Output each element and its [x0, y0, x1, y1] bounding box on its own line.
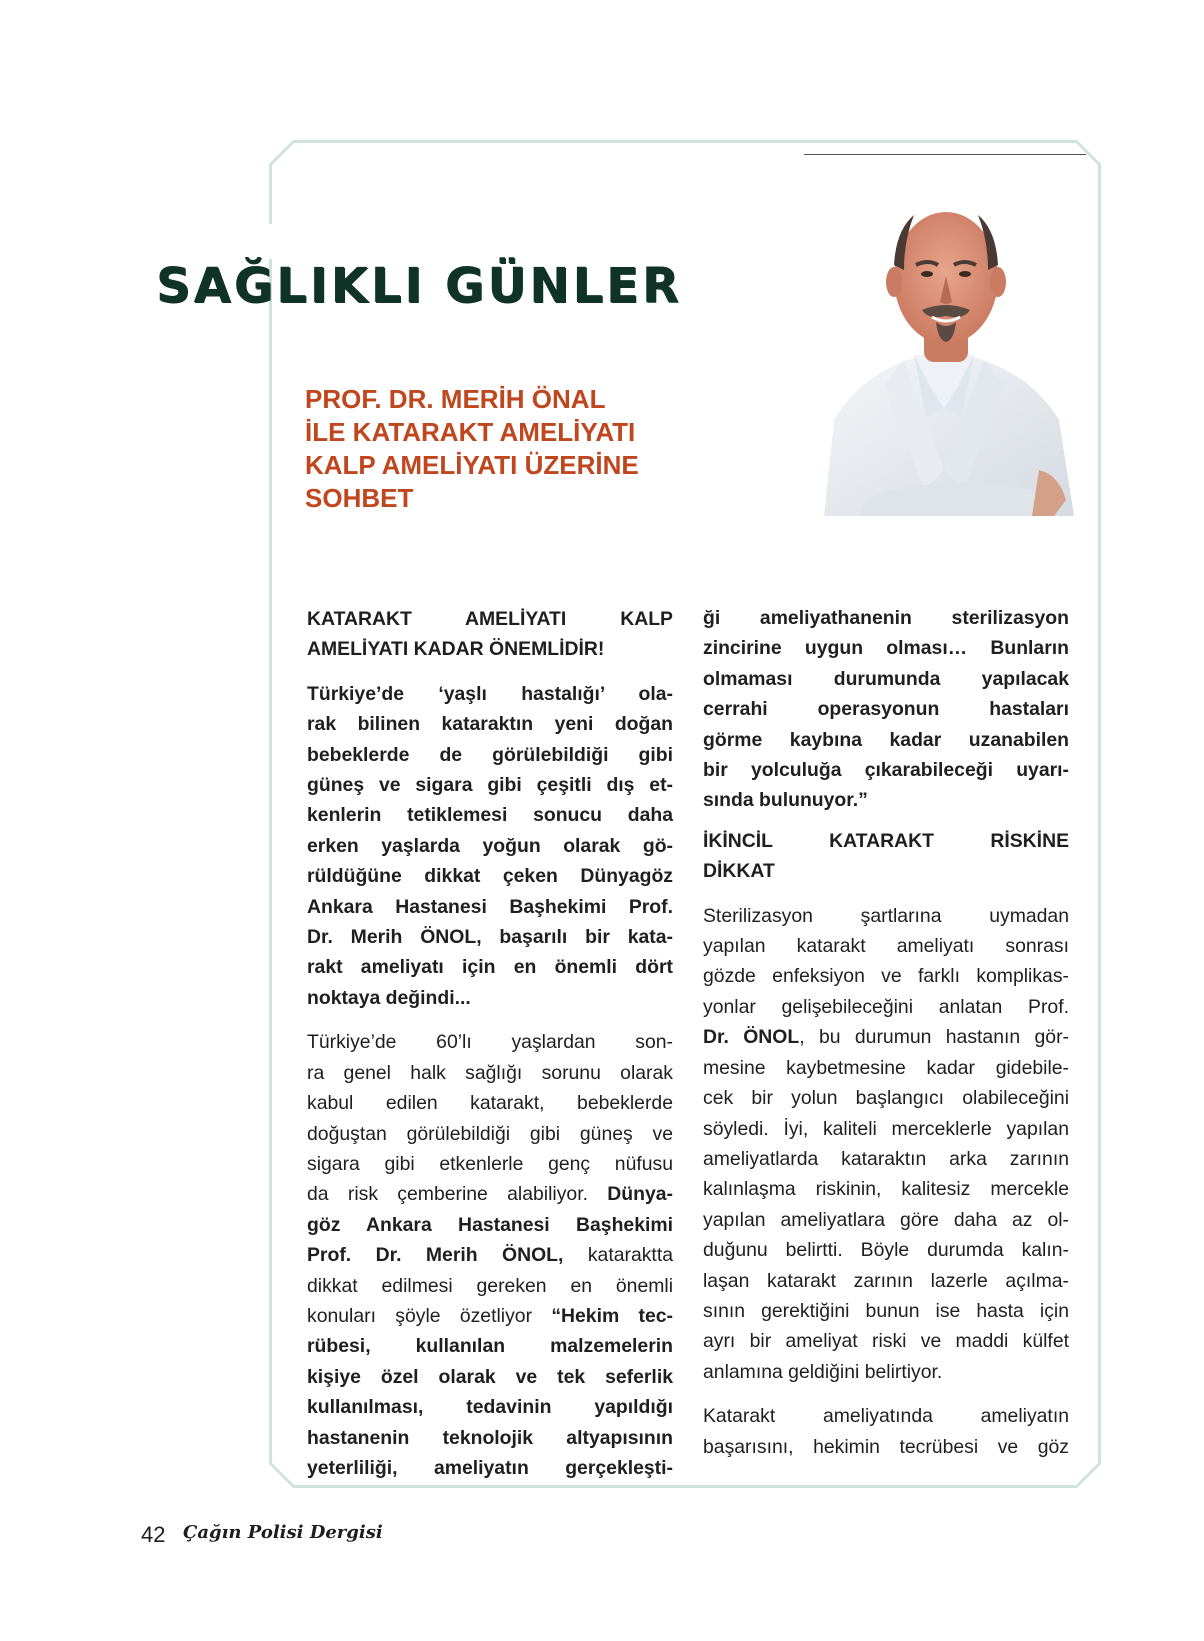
lead-paragraph [307, 679, 673, 1013]
doctor-portrait [804, 170, 1086, 516]
text-line: anlamına geldiğini belirtiyor. [703, 1360, 943, 1383]
subtitle-line: KALP AMELİYATI ÜZERİNE [305, 450, 639, 480]
subtitle-line: SOHBET [305, 483, 414, 513]
text-line: rakt ameliyatı için en önemli dört [307, 956, 673, 979]
text-line: ayrı bir ameliyat riski ve maddi külfet [703, 1330, 1069, 1353]
text-line: olmaması durumunda yapılacak [703, 667, 1069, 690]
text-line: Dr. Merih ÖNOL, başarılı bir kata- [307, 926, 673, 949]
text-line [307, 1240, 673, 1270]
heading-line: İKİNCİL KATARAKT RİSKİNE [703, 829, 1069, 852]
text-line: rüldüğüne dikkat çeken Dünyagöz [307, 865, 673, 888]
magazine-section-title: SAĞLIKLI GÜNLER [156, 258, 682, 314]
text-line [703, 1022, 1069, 1052]
text-line: söyledi. İyi, kaliteli merceklerle yapılan [703, 1117, 1069, 1140]
text-line: yapılan ameliyatlara göre daha az ol- [703, 1208, 1069, 1231]
text-line: bir yolculuğa çıkarabileceği uyarı- [703, 759, 1069, 782]
heading-line: AMELİYATI KADAR ÖNEMLİDİR! [307, 638, 605, 661]
section-heading-2 [703, 826, 1069, 887]
text-line: yapılan katarakt ameliyatı sonrası [703, 935, 1069, 958]
text-line: başarısını, hekimin tecrübesi ve göz [703, 1435, 1069, 1458]
text-line [307, 1301, 673, 1331]
magazine-name: Çağın Polisi Dergisi [183, 1522, 383, 1543]
text-line: bebeklerde de görülebildiği gibi [307, 743, 673, 766]
text-line: Türkiye’de 60’lı yaşlardan son- [307, 1031, 673, 1054]
text-line: kişiye özel olarak ve tek seferlik [307, 1365, 673, 1388]
text-line: laşan katarakt zarının lazerle açılma- [703, 1269, 1069, 1292]
doctor-portrait-illustration [804, 170, 1086, 516]
text-line: yonlar gelişebileceğini anlatan Prof. [703, 995, 1069, 1018]
text-run-bold: Dünya- [607, 1183, 673, 1206]
text-run-bold: Prof. Dr. Merih ÖNOL, [307, 1244, 564, 1267]
text-line: noktaya değindi... [307, 986, 471, 1009]
text-line: göz Ankara Hastanesi Başhekimi [307, 1213, 673, 1236]
heading-line: DİKKAT [703, 860, 775, 883]
quote-paragraph [703, 603, 1069, 816]
text-run: , bu durumun hastanın gör- [799, 1026, 1069, 1049]
text-line: sının gerektiğini bunun ise hasta için [703, 1299, 1069, 1322]
section-heading-1 [307, 604, 673, 665]
heading-line: KATARAKT AMELİYATI KALP [307, 608, 673, 630]
text-line: erken yaşlarda yoğun olarak gö- [307, 834, 673, 857]
subtitle-line: PROF. DR. MERİH ÖNAL [305, 384, 606, 414]
text-line: rak bilinen kataraktın yeni doğan [307, 713, 673, 736]
text-line: hastanenin teknolojik altyapısının [307, 1426, 673, 1449]
text-line: kenlerin tetiklemesi sonucu daha [307, 804, 673, 827]
photo-top-rule [804, 154, 1086, 155]
text-line: rübesi, kullanılan malzemelerin [307, 1335, 673, 1358]
text-run: da risk çemberine alabiliyor. [307, 1183, 608, 1206]
text-line: Türkiye’de ‘yaşlı hastalığı’ ola- [307, 682, 673, 705]
text-line: Katarakt ameliyatında ameliyatın [703, 1405, 1069, 1428]
text-line: görme kaybına kadar uzanabilen [703, 728, 1069, 751]
article-column-right [703, 603, 1069, 1462]
text-line: yeterliliği, ameliyatın gerçekleşti- [307, 1456, 673, 1479]
text-line: zincirine uygun olması… Bunların [703, 637, 1069, 660]
text-line: kabul edilen katarakt, bebeklerde [307, 1092, 673, 1115]
article-subtitle [305, 383, 775, 515]
article-column-left [307, 604, 673, 1483]
text-line: Ankara Hastanesi Başhekimi Prof. [307, 895, 673, 918]
text-line: sigara gibi etkenlerle genç nüfusu [307, 1152, 673, 1175]
text-line: mesine kaybetmesine kadar gidebile- [703, 1056, 1069, 1079]
text-run-bold: Dr. ÖNOL [703, 1026, 800, 1049]
frame-gap [262, 224, 278, 259]
text-line: cerrahi operasyonun hastaları [703, 698, 1069, 721]
text-line: Sterilizasyon şartlarına uymadan [703, 904, 1069, 927]
text-line: güneş ve sigara gibi çeşitli dış et- [307, 774, 673, 797]
body-paragraph [307, 1027, 673, 1483]
body-paragraph [703, 901, 1069, 1388]
text-line: doğuştan görülebildiği gibi güneş ve [307, 1122, 673, 1145]
text-line: cek bir yolun başlangıcı olabileceğini [703, 1087, 1069, 1110]
text-line: sında bulunuyor.” [703, 789, 868, 812]
text-line: kullanılması, tedavinin yapıldığı [307, 1396, 673, 1419]
text-line: ameliyatlarda kataraktın arka zarının [703, 1147, 1069, 1170]
text-line: ra genel halk sağlığı sorunu olarak [307, 1061, 673, 1084]
text-line: ği ameliyathanenin sterilizasyon [703, 607, 1069, 629]
page-number: 42 [141, 1522, 166, 1547]
text-line: duğunu belirtti. Böyle durumda kalın- [703, 1239, 1069, 1262]
text-run-bold: “Hekim tec- [551, 1304, 673, 1327]
text-line: gözde enfeksiyon ve farklı komplikas- [703, 965, 1069, 988]
body-paragraph [703, 1401, 1069, 1462]
text-run: kataraktta [563, 1244, 673, 1267]
subtitle-line: İLE KATARAKT AMELİYATI [305, 417, 636, 447]
text-run: konuları şöyle özetliyor [307, 1304, 552, 1327]
text-line [307, 1179, 673, 1209]
text-line: dikkat edilmesi gereken en önemli [307, 1274, 673, 1297]
text-line: kalınlaşma riskinin, kalitesiz mercekle [703, 1178, 1069, 1201]
